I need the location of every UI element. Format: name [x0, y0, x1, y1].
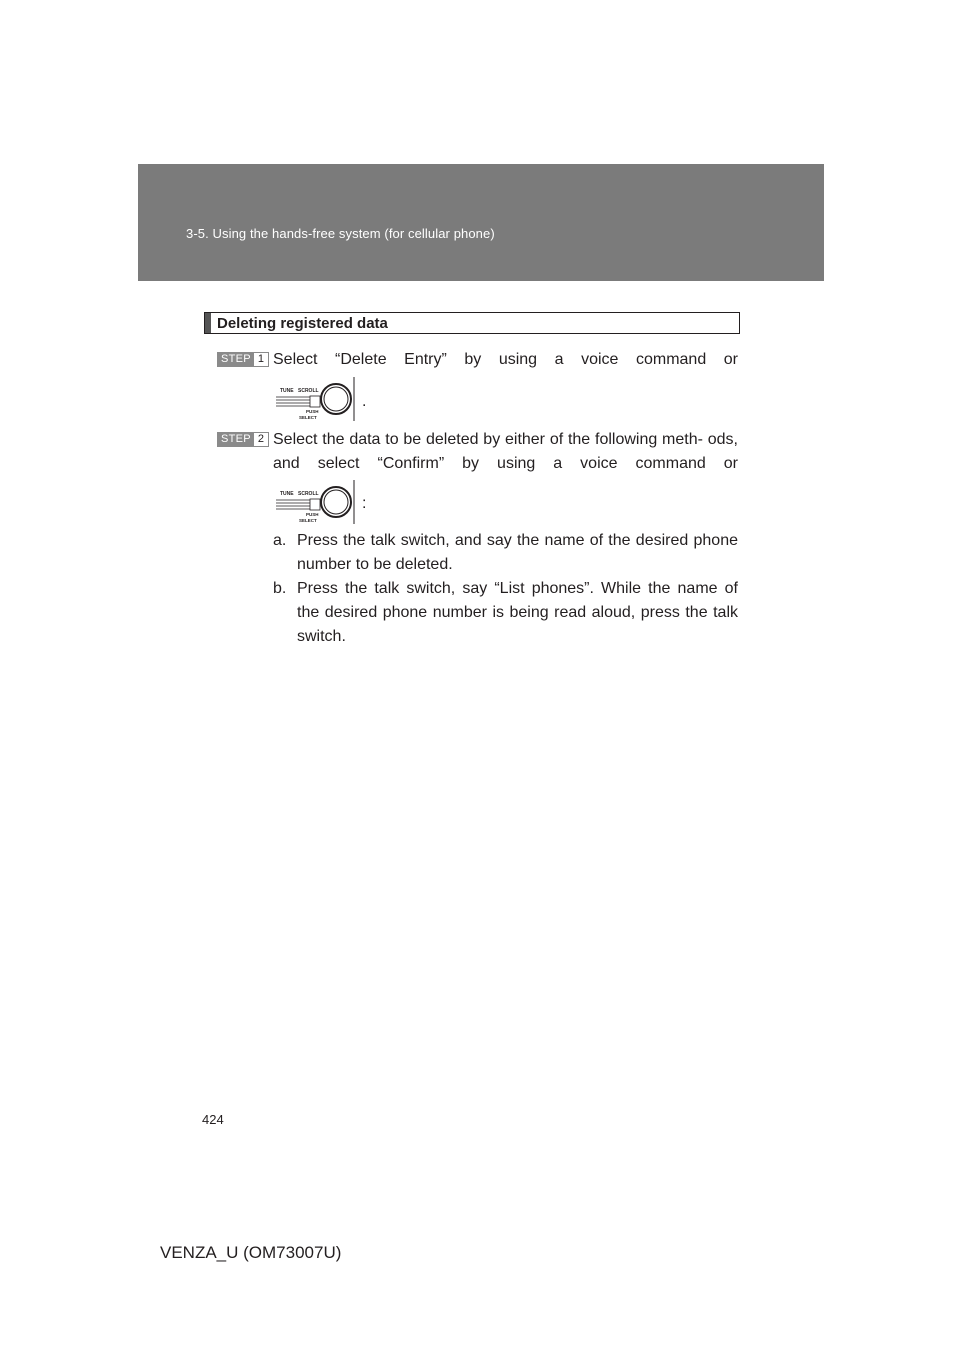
step-1-word: STEP [218, 353, 254, 366]
step-2-word: STEP [218, 433, 254, 446]
manual-code: VENZA_U (OM73007U) [160, 1243, 342, 1262]
tune-scroll-knob-icon [268, 375, 356, 423]
chapter-header [138, 164, 824, 281]
page-number: 424 [202, 1112, 224, 1127]
tune-scroll-knob-icon [268, 478, 356, 526]
knob-scroll-label: SCROLL [298, 491, 319, 497]
knob-select-label: SELECT [299, 415, 317, 420]
option-b [273, 577, 738, 649]
option-b-marker: b. [273, 580, 287, 597]
knob-scroll-label: SCROLL [298, 388, 319, 394]
step-1-text: Select “Delete Entry” by using a voice command or [273, 351, 738, 368]
section-title: Deleting registered data [217, 315, 388, 332]
knob-push-label: PUSH [306, 409, 319, 414]
knob-select-label: SELECT [299, 518, 317, 523]
step-2-number: 2 [254, 433, 268, 446]
section-heading-bar [205, 313, 211, 333]
option-b-text: Press the talk switch, say “List phones”. While the name of the desired phone number is being read aloud, press the talk switch. [297, 580, 738, 645]
step-2-badge [217, 432, 269, 447]
step-1-end-punct: . [362, 393, 367, 410]
step-1-badge [217, 352, 269, 367]
knob-push-label: PUSH [306, 512, 319, 517]
step-2-end-punct: : [362, 495, 367, 512]
step-2-text: Select the data to be deleted by either of the following meth- ods, and select “Confirm” by using a voice command or [273, 431, 738, 472]
knob-tune-label: TUNE [280, 388, 294, 394]
option-a [273, 529, 738, 577]
option-a-marker: a. [273, 532, 287, 549]
step-1-number: 1 [254, 353, 268, 366]
chapter-title: 3-5. Using the hands-free system (for cellular phone) [186, 226, 495, 241]
section-heading [204, 312, 740, 334]
option-a-text: Press the talk switch, and say the name of the desired phone number to be deleted. [297, 532, 738, 573]
knob-tune-label: TUNE [280, 491, 294, 497]
